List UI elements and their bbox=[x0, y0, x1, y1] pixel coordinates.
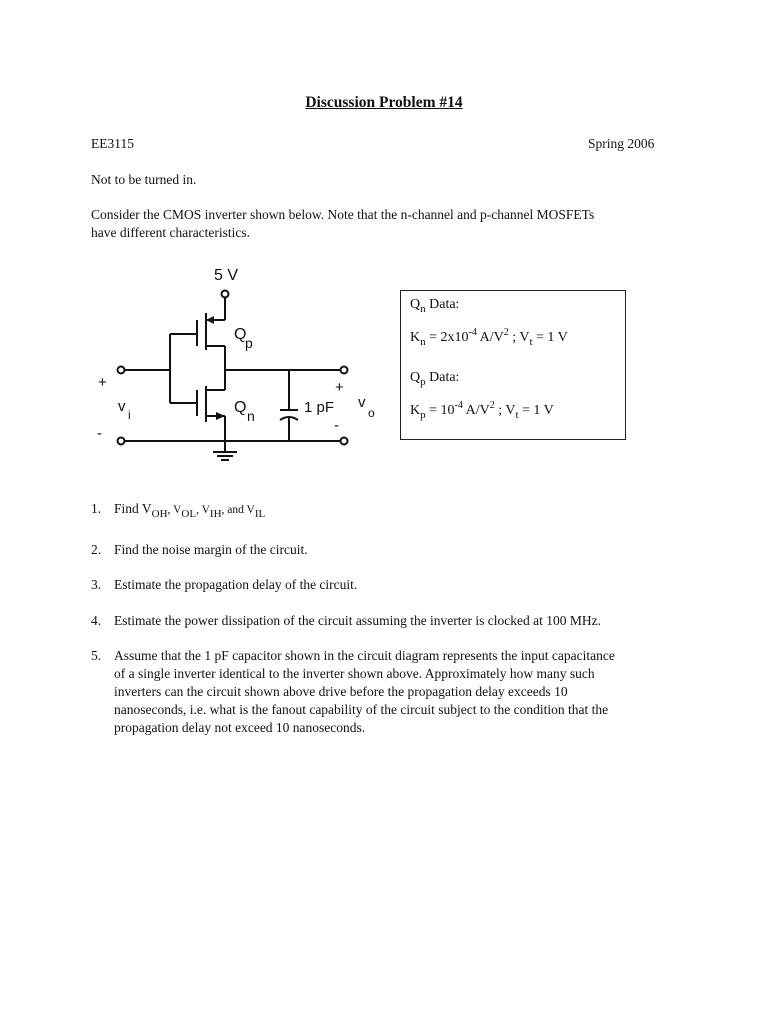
question-text: Find $V_{OH}$, $V_{OL}$, $V_{IH}$, and $V_{IL}$ bbox=[114, 501, 266, 520]
qp-sub: p bbox=[245, 335, 253, 351]
question-number: 3. bbox=[91, 577, 102, 592]
question-1 bbox=[91, 500, 671, 524]
qp-data-title: $Q_p$ Data: bbox=[410, 370, 460, 388]
term: Spring 2006 bbox=[588, 136, 655, 151]
question-line: nanoseconds, i.e. what is the fanout capability of the circuit subject to the condition that the bbox=[114, 702, 609, 717]
qp-label: Q bbox=[234, 326, 247, 343]
course-code: EE3115 bbox=[91, 136, 134, 151]
question-number: 1. bbox=[91, 501, 102, 516]
supply-terminal bbox=[222, 291, 229, 298]
capacitor-label: 1 pF bbox=[304, 399, 335, 416]
question-text bbox=[114, 647, 615, 737]
question-2 bbox=[91, 541, 671, 561]
question-line: Assume that the 1 pF capacitor shown in the circuit diagram represents the input capacitance bbox=[114, 648, 615, 663]
question-line: propagation delay not exceed 10 nanoseconds. bbox=[114, 720, 366, 735]
output-voltage-label: v bbox=[358, 394, 366, 411]
input-minus: - bbox=[97, 425, 102, 442]
output-voltage-sub: o bbox=[368, 406, 375, 420]
input-terminal-plus bbox=[118, 367, 125, 374]
transistor-data-box bbox=[400, 290, 626, 440]
circuit-wires bbox=[118, 291, 348, 461]
qn-data-line: $K_n = 2x10^{-4}$ $A/V^2$ ; $V_t = 1$ V bbox=[410, 327, 568, 348]
intro-line-1: Consider the CMOS inverter shown below. Note that the n-channel and p-channel MOSFETs bbox=[91, 207, 595, 222]
qn-label: Q bbox=[234, 399, 247, 416]
qp-data-line: $K_p = 10^{-4}$ $A/V^2$ ; $V_t = 1$ V bbox=[410, 400, 554, 421]
qn-data-title: $Q_n$ Data: bbox=[410, 297, 460, 315]
question-4 bbox=[91, 612, 671, 632]
qn-sub: n bbox=[247, 408, 255, 424]
question-line: of a single inverter identical to the inverter shown above. Approximately how many such bbox=[114, 666, 595, 681]
question-text: Find the noise margin of the circuit. bbox=[114, 542, 308, 557]
output-terminal-minus bbox=[341, 438, 348, 445]
output-minus: - bbox=[334, 417, 339, 434]
output-terminal-plus bbox=[341, 367, 348, 374]
cmos-inverter-diagram bbox=[0, 0, 768, 480]
input-plus: + bbox=[98, 374, 107, 391]
output-plus: + bbox=[335, 379, 344, 396]
question-number: 2. bbox=[91, 542, 102, 557]
supply-label: 5 V bbox=[214, 267, 239, 284]
input-voltage-sub: i bbox=[128, 408, 131, 422]
question-number: 4. bbox=[91, 613, 102, 628]
question-line: inverters can the circuit shown above drive before the propagation delay exceeds 10 bbox=[114, 684, 568, 699]
question-number: 5. bbox=[91, 648, 102, 663]
question-text: Estimate the power dissipation of the circuit assuming the inverter is clocked at 100 MHz. bbox=[114, 613, 602, 628]
input-voltage-label: v bbox=[118, 398, 126, 415]
nmos-arrow-icon bbox=[216, 412, 225, 420]
question-text: Estimate the propagation delay of the circuit. bbox=[114, 577, 358, 592]
input-terminal-minus bbox=[118, 438, 125, 445]
question-3 bbox=[91, 576, 671, 596]
intro-line-2: have different characteristics. bbox=[91, 225, 251, 240]
question-5 bbox=[91, 647, 681, 742]
pmos-arrow-icon bbox=[206, 316, 214, 324]
page-title: Discussion Problem #14 bbox=[305, 94, 463, 111]
submission-note: Not to be turned in. bbox=[91, 172, 197, 187]
